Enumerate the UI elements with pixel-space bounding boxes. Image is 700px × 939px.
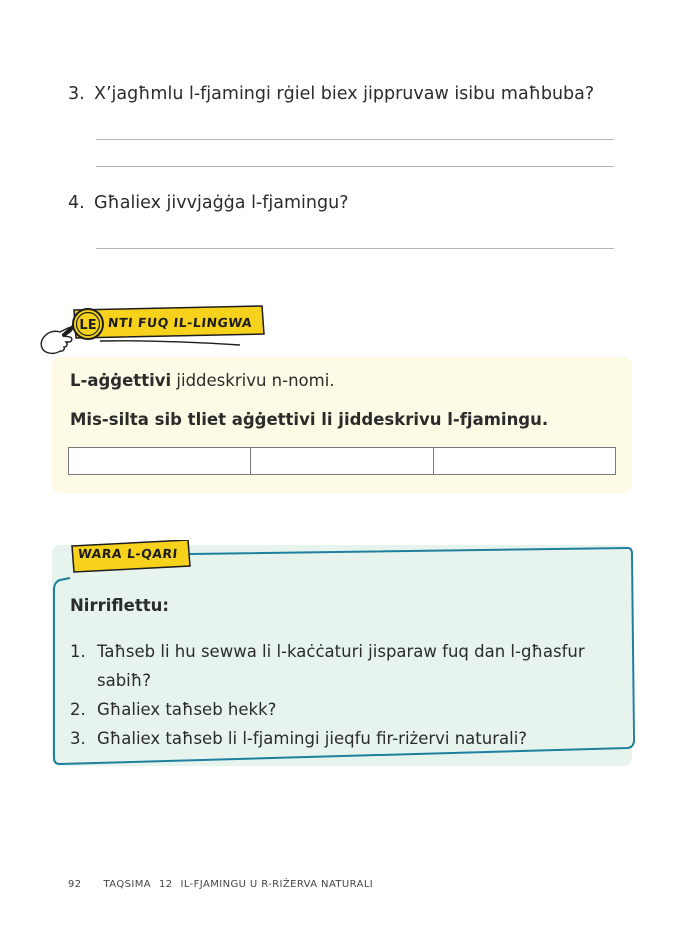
underline-stroke	[100, 341, 240, 345]
list-item	[70, 637, 610, 695]
item-number: 1.	[70, 642, 86, 661]
page-footer	[68, 879, 387, 890]
answer-cell[interactable]	[434, 448, 615, 474]
footer-section-number: 12	[158, 879, 173, 890]
answer-line[interactable]	[96, 166, 614, 167]
lingwa-badge	[40, 304, 270, 360]
question-text: Għaliex jivvjaġġa l-fjamingu?	[94, 193, 349, 213]
item-number: 3.	[70, 729, 86, 748]
footer-chapter-title: IL-FJAMINGU U R-RIŻERVA NATURALI	[180, 879, 374, 890]
badge-logo-letters: LE	[79, 318, 97, 333]
adjectives-answer-table	[68, 447, 616, 475]
list-item	[70, 695, 610, 724]
definition-term: L-aġġettivi	[70, 371, 172, 390]
answer-line[interactable]	[96, 139, 614, 140]
question-text: X’jagħmlu l-fjamingi rġiel biex jippruvaw isibu maħbuba?	[94, 84, 595, 104]
question-number: 3.	[68, 84, 85, 104]
reflection-title: Nirriflettu:	[70, 596, 169, 615]
page-number: 92	[68, 879, 82, 890]
footer-section: TAQSIMA	[103, 879, 151, 890]
lingwa-badge-label: NTI FUQ IL-LINGWA	[107, 315, 253, 330]
answer-line[interactable]	[96, 248, 614, 249]
item-text: Għaliex taħseb li l-fjamingi jieqfu fir-riżervi naturali?	[97, 729, 528, 748]
definition-rest: jiddeskrivu n-nomi.	[171, 371, 335, 390]
magnifier-hand-icon	[41, 309, 103, 353]
item-number: 2.	[70, 700, 86, 719]
item-text: Taħseb li hu sewwa li l-kaċċaturi jisparaw fuq dan l-għasfur sabiħ?	[97, 642, 585, 690]
question-3	[68, 84, 594, 104]
item-text: Għaliex taħseb hekk?	[97, 700, 277, 719]
list-item	[70, 724, 610, 753]
answer-cell[interactable]	[69, 448, 251, 474]
instruction-text: Mis-silta sib tliet aġġettivi li jiddeskrivu l-fjamingu.	[70, 410, 549, 429]
question-number: 4.	[68, 193, 85, 213]
reflection-list	[70, 637, 610, 753]
answer-cell[interactable]	[251, 448, 433, 474]
question-4	[68, 193, 349, 213]
definition-text	[70, 371, 335, 390]
qari-badge-label: WARA L-QARI	[77, 546, 179, 561]
